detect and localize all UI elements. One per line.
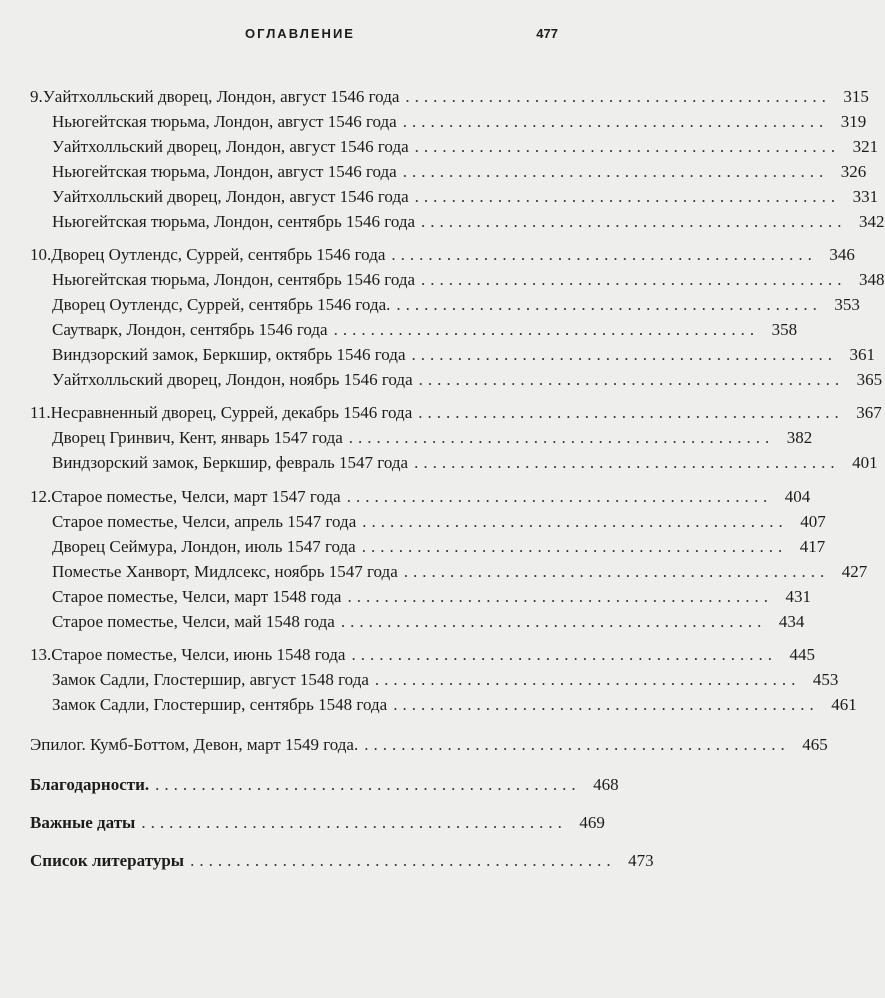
- toc-entry-page: 331: [852, 187, 879, 206]
- toc-entry: [30, 644, 815, 666]
- toc-entry-page: 473: [628, 851, 654, 870]
- toc-entry-page: 431: [785, 587, 811, 606]
- toc-entry-title: Виндзорский замок, Беркшир, октябрь 1546 года: [52, 345, 406, 364]
- toc-entry: [52, 161, 867, 183]
- toc-entry-page: 321: [852, 137, 879, 156]
- toc-entry-page: 465: [802, 735, 828, 754]
- toc-entry: [52, 136, 879, 158]
- dot-leader: ..............................................: [351, 645, 777, 664]
- dot-leader: ..............................................: [362, 512, 788, 531]
- dot-leader: ..............................................: [333, 320, 760, 339]
- dot-leader: ..............................................: [361, 537, 788, 556]
- toc-entry-page: 358: [771, 320, 798, 339]
- toc-entry-title: Эпилог. Кумб-Боттом, Девон, март 1549 года.: [30, 735, 359, 754]
- toc-entry: [52, 694, 857, 716]
- dot-leader: ..............................................: [411, 345, 838, 364]
- toc-entry-title: Ньюгейтская тюрьма, Лондон, сентябрь 1546 года: [52, 270, 416, 289]
- dot-leader: ..............................................: [347, 587, 773, 606]
- dot-leader: ..............................................: [348, 428, 775, 447]
- toc-entry-page: 407: [800, 512, 826, 531]
- dot-leader: ..............................................: [374, 670, 801, 689]
- toc-entry-title: Дворец Оутлендс, Суррей, сентябрь 1546 года: [51, 245, 386, 264]
- page-number: 477: [536, 26, 558, 41]
- toc-entry-page: 453: [812, 670, 839, 689]
- dot-leader: ..............................................: [393, 695, 819, 714]
- dot-leader: ..............................................: [340, 612, 767, 631]
- toc-entry-title: Ньюгейтская тюрьма, Лондон, август 1546 года: [52, 112, 397, 131]
- toc-entry-title: Старое поместье, Челси, апрель 1547 года: [52, 512, 357, 531]
- toc-entry-title: Старое поместье, Челси, март 1547 года: [51, 487, 341, 506]
- dot-leader: ..............................................: [418, 370, 845, 389]
- toc-entry: [52, 186, 879, 208]
- toc-entry: [52, 369, 883, 391]
- toc-entry-page: 469: [579, 813, 605, 832]
- dot-leader: ..............................................: [414, 187, 841, 206]
- dot-leader: ..............................................: [405, 87, 831, 106]
- toc-entry-title: Благодарности.: [30, 775, 150, 794]
- dot-leader: ..............................................: [414, 453, 840, 472]
- toc-entry-title: Важные даты: [30, 813, 136, 832]
- toc-entry-page: 404: [784, 487, 811, 506]
- toc-entry: [52, 586, 811, 608]
- toc-entry-title: Дворец Гринвич, Кент, январь 1547 года: [52, 428, 343, 447]
- dot-leader: ..............................................: [190, 851, 616, 870]
- dot-leader: ..............................................: [402, 112, 829, 131]
- toc-entry: [52, 111, 867, 133]
- toc-entry-title: Старое поместье, Челси, март 1548 года: [52, 587, 342, 606]
- toc-entry-title: Дворец Оутлендс, Суррей, сентябрь 1546 года.: [52, 295, 391, 314]
- toc-entry: [52, 294, 860, 316]
- toc-entry-epilogue: [30, 734, 828, 756]
- toc-entry-number: 11.: [30, 403, 51, 422]
- dot-leader: ..............................................: [141, 813, 567, 832]
- toc-entry: [30, 486, 811, 508]
- page-header: [0, 26, 600, 48]
- dot-leader: ..............................................: [391, 245, 817, 264]
- toc-entry-title: Уайтхолльский дворец, Лондон, август 1546 года: [52, 187, 409, 206]
- toc-entry-title: Замок Садли, Глостершир, сентябрь 1548 года: [52, 695, 388, 714]
- toc-entry-number: 9.: [30, 87, 43, 106]
- dot-leader: ..............................................: [421, 212, 847, 231]
- toc-entry-title: Саутварк, Лондон, сентябрь 1546 года: [52, 320, 328, 339]
- toc-entry-page: 445: [789, 645, 815, 664]
- toc-entry-page: 348: [859, 270, 885, 289]
- toc-entry-title: Ньюгейтская тюрьма, Лондон, август 1546 года: [52, 162, 397, 181]
- toc-entry: [52, 452, 878, 474]
- toc-entry-title: Поместье Ханворт, Мидлсекс, ноябрь 1547 года: [52, 562, 398, 581]
- toc-entry-page: 346: [829, 245, 855, 264]
- toc-entry-page: 367: [856, 403, 882, 422]
- toc-entry-title: Уайтхолльский дворец, Лондон, ноябрь 1546 года: [52, 370, 413, 389]
- dot-leader: ..............................................: [418, 403, 844, 422]
- toc-entry: [30, 86, 869, 108]
- toc-entry-page: 361: [849, 345, 876, 364]
- toc-entry-page: 417: [799, 537, 826, 556]
- toc-entry-title: Старое поместье, Челси, май 1548 года: [52, 612, 335, 631]
- dot-leader: ..............................................: [403, 562, 830, 581]
- toc-entry-acknowledgements: [30, 774, 619, 796]
- toc-entry-page: 461: [831, 695, 857, 714]
- toc-entry-title: Уайтхолльский дворец, Лондон, август 1546 года: [42, 87, 400, 106]
- toc-entry: [52, 611, 805, 633]
- dot-leader: ..............................................: [421, 270, 847, 289]
- toc-entry-title: Виндзорский замок, Беркшир, февраль 1547 года: [52, 453, 409, 472]
- toc-entry-title: Замок Садли, Глостершир, август 1548 года: [52, 670, 369, 689]
- dot-leader: ..............................................: [155, 775, 581, 794]
- toc-entry-page: 401: [852, 453, 878, 472]
- toc-entry: [30, 402, 882, 424]
- toc-entry-number: 12.: [30, 487, 52, 506]
- toc-entry: [52, 344, 876, 366]
- toc-entry: [52, 669, 839, 691]
- dot-leader: ..............................................: [414, 137, 841, 156]
- toc-entry-page: 434: [778, 612, 805, 631]
- dot-leader: ..............................................: [346, 487, 773, 506]
- toc-entry-page: 342: [859, 212, 885, 231]
- dot-leader: ..............................................: [364, 735, 790, 754]
- toc-entry-number: 10.: [30, 245, 52, 264]
- toc-entry-page: 326: [840, 162, 867, 181]
- toc-entry-title: Дворец Сеймура, Лондон, июль 1547 года: [52, 537, 356, 556]
- toc-entry-page: 382: [786, 428, 813, 447]
- toc-entry-title: Старое поместье, Челси, июнь 1548 года: [51, 645, 346, 664]
- toc-entry-page: 315: [843, 87, 869, 106]
- toc-entry-title: Ньюгейтская тюрьма, Лондон, сентябрь 1546 года: [52, 212, 416, 231]
- toc-entry-title: Список литературы: [30, 851, 185, 870]
- toc-entry: [52, 427, 813, 449]
- toc-entry: [52, 536, 826, 558]
- toc-entry-page: 427: [841, 562, 868, 581]
- toc-entry: [52, 561, 868, 583]
- toc-entry-page: 319: [840, 112, 867, 131]
- toc-entry: [52, 319, 798, 341]
- toc-entry-page: 353: [834, 295, 860, 314]
- dot-leader: ..............................................: [402, 162, 829, 181]
- toc-entry-bibliography: [30, 850, 654, 872]
- toc-entry: [52, 211, 885, 233]
- toc-entry-page: 365: [856, 370, 883, 389]
- toc-entry-dates: [30, 812, 605, 834]
- toc-entry-number: 13.: [30, 645, 52, 664]
- toc-entry-title: Уайтхолльский дворец, Лондон, август 1546 года: [52, 137, 409, 156]
- toc-entry: [52, 269, 885, 291]
- toc-entry-page: 468: [593, 775, 619, 794]
- toc-entry: [30, 244, 855, 266]
- toc-entry-title: Несравненный дворец, Суррей, декабрь 1546 года: [50, 403, 413, 422]
- running-title: ОГЛАВЛЕНИЕ: [245, 26, 355, 41]
- dot-leader: ..............................................: [396, 295, 822, 314]
- toc-entry: [52, 511, 826, 533]
